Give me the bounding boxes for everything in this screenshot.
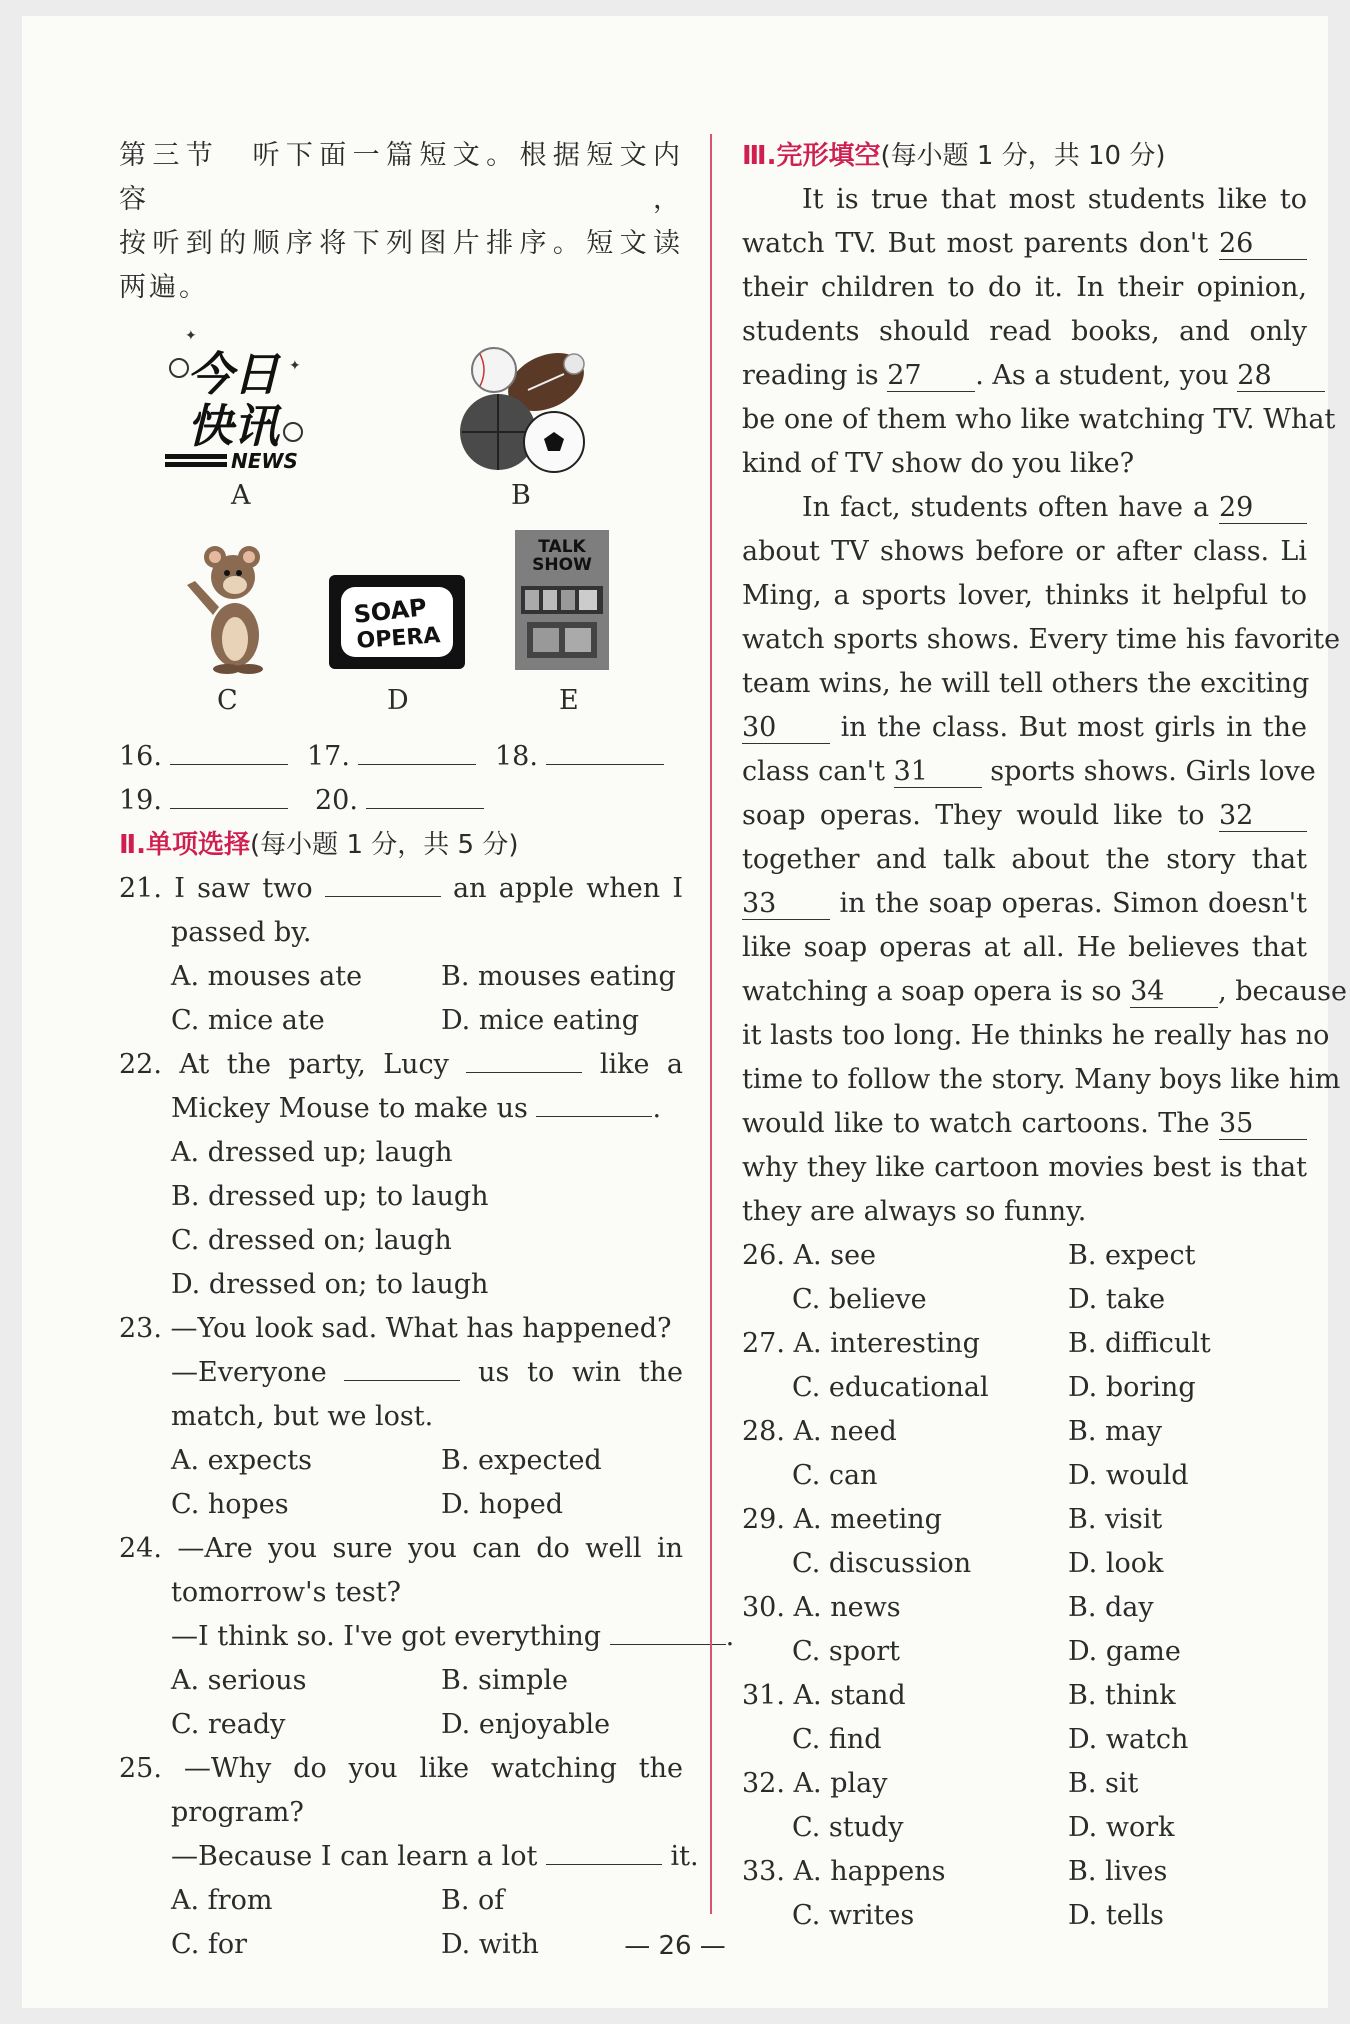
soap-text: SOAP <box>352 593 429 629</box>
option[interactable]: B. expect <box>1068 1240 1196 1271</box>
option[interactable]: D. look <box>1068 1548 1164 1579</box>
question-25: 25. —Why do you like watching the program? —Because I can learn a lot it. A. from B. of C. for D. with <box>119 1747 683 1967</box>
picture-set <box>119 330 683 735</box>
cloze-option-row: 26. A. see B. expect <box>742 1234 1307 1278</box>
picture-c-cartoon-mouse <box>177 535 277 675</box>
option[interactable]: A. expects <box>171 1445 312 1476</box>
talk-text: TALK <box>538 537 586 557</box>
option[interactable]: C. educational <box>792 1372 989 1403</box>
option[interactable]: C. writes <box>792 1900 915 1931</box>
option[interactable]: D. hoped <box>441 1489 564 1520</box>
section3-instructions <box>119 134 683 310</box>
option[interactable]: A. dressed up; laugh <box>171 1137 453 1168</box>
blank-26[interactable]: 26 <box>1219 229 1307 260</box>
sparkle-icon: ✦ <box>289 358 301 374</box>
question-23: 23. —You look sad. What has happened? —Everyone us to win the match, but we lost. A. expects B. expected C. hopes D. hoped <box>119 1307 683 1527</box>
picture-d-soap-opera <box>329 575 465 669</box>
blank-34[interactable]: 34 <box>1130 977 1218 1008</box>
blank-29[interactable]: 29 <box>1219 493 1307 524</box>
picture-label-d: D <box>387 685 409 716</box>
part2-heading: Ⅱ.单项选择(每小题 1 分，共 5 分) <box>119 830 519 860</box>
part3-heading: Ⅲ.完形填空(每小题 1 分，共 10 分) <box>742 141 1166 171</box>
picture-e-talk-show <box>515 530 609 670</box>
option[interactable]: D. boring <box>1068 1372 1196 1403</box>
option[interactable]: B. lives <box>1068 1856 1168 1887</box>
page-footer: — 26 — <box>624 1931 726 1961</box>
option[interactable]: D. would <box>1068 1460 1189 1491</box>
sparkle-icon: ✦ <box>185 330 197 344</box>
option[interactable]: D. enjoyable <box>441 1709 611 1740</box>
picture-a-news-logo <box>161 330 321 480</box>
picture-label-a: A <box>231 480 251 511</box>
show-text: SHOW <box>532 555 592 575</box>
option[interactable]: B. simple <box>441 1665 568 1696</box>
news-logo-text-2: 快讯 <box>187 399 279 453</box>
blank-32[interactable]: 32 <box>1219 801 1307 832</box>
question-21: 21. I saw two an apple when I passed by. A. mouses ate B. mouses eating C. mice ate D. mice eating <box>119 867 683 1043</box>
option[interactable]: D. mice eating <box>441 1005 640 1036</box>
option[interactable]: A. meeting <box>793 1504 942 1535</box>
clock-icon <box>284 423 302 441</box>
answer-blanks <box>119 735 683 823</box>
option[interactable]: C. mice ate <box>171 1005 325 1036</box>
option[interactable]: D. dressed on; to laugh <box>171 1269 489 1300</box>
option[interactable]: D. game <box>1068 1636 1181 1667</box>
cloze-option-row: 30. A. news B. day <box>742 1586 1307 1630</box>
question-24: 24. —Are you sure you can do well in tomorrow's test? —I think so. I've got everything . A. serious B. simple C. ready D. enjoyable <box>119 1527 683 1747</box>
option[interactable]: A. from <box>171 1885 273 1916</box>
option[interactable]: B. difficult <box>1068 1328 1211 1359</box>
opera-text: OPERA <box>355 623 442 654</box>
blank-28[interactable]: 28 <box>1237 361 1325 392</box>
right-column <box>742 134 1347 1938</box>
option[interactable]: B. sit <box>1068 1768 1139 1799</box>
tennis-ball-icon <box>564 354 584 374</box>
picture-label-b: B <box>511 480 531 511</box>
clock-icon <box>170 359 188 377</box>
option[interactable]: C. hopes <box>171 1489 289 1520</box>
left-column <box>119 134 735 1967</box>
option[interactable]: B. visit <box>1068 1504 1163 1535</box>
option[interactable]: B. expected <box>441 1445 602 1476</box>
option[interactable]: D. tells <box>1068 1900 1164 1931</box>
blank-35[interactable]: 35 <box>1219 1109 1307 1140</box>
option[interactable]: C. find <box>792 1724 882 1755</box>
option[interactable]: C. dressed on; laugh <box>171 1225 452 1256</box>
option[interactable]: B. mouses eating <box>441 961 676 992</box>
answer-blank-17[interactable]: 17. <box>307 735 495 779</box>
question-22: 22. At the party, Lucy like a Mickey Mouse to make us . A. dressed up; laugh B. dressed up; to laugh C. dressed on; laugh D. dressed on; to laugh <box>119 1043 683 1307</box>
option[interactable]: D. with <box>441 1929 539 1960</box>
option[interactable]: A. interesting <box>793 1328 980 1359</box>
cloze-option-row: 29. A. meeting B. visit <box>742 1498 1307 1542</box>
option[interactable]: D. take <box>1068 1284 1166 1315</box>
option[interactable]: A. happens <box>793 1856 946 1887</box>
cloze-passage: It is true that most students like to watch TV. But most parents don't 26 their children to do it. In their opinion, students should read books, and only reading is 27 . As a student, you 28 be one of them who like watching TV. What kind of TV show do you like? In fact, students often have a 29 about TV shows before or after class. Li Ming, a sports lover, thinks it helpful to watch sports shows. Every time his favorite team wins, he will tell others the exciting 30 in the class. But most girls in the class can't 31 sports shows. Girls love soap operas. They would like to 32 together and talk about the story that 33 in the soap operas. Simon doesn't like soap operas at all. He believes that watching a soap opera is so 34 , because it lasts too long. He thinks he really has no time to follow the story. Many boys like him would like to watch cartoons. The 35 why they like cartoon movies best is that they are always so funny. <box>742 184 1347 1227</box>
answer-blank-18[interactable]: 18. <box>495 735 683 779</box>
page-number: 26 <box>658 1931 692 1961</box>
option[interactable]: B. dressed up; to laugh <box>171 1181 489 1212</box>
cloze-options <box>742 1234 1307 1938</box>
picture-label-e: E <box>559 685 579 716</box>
option[interactable]: B. day <box>1068 1592 1154 1623</box>
option[interactable]: A. stand <box>793 1680 906 1711</box>
option[interactable]: D. watch <box>1068 1724 1189 1755</box>
option[interactable]: C. believe <box>792 1284 927 1315</box>
option[interactable]: A. see <box>793 1240 877 1271</box>
cloze-option-row: 27. A. interesting B. difficult <box>742 1322 1307 1366</box>
option[interactable]: C. ready <box>171 1709 286 1740</box>
answer-blank-20[interactable]: 20. <box>315 779 511 823</box>
instruction-line: 第三节 听下面一篇短文。根据短文内容， <box>119 140 683 215</box>
option[interactable]: D. work <box>1068 1812 1175 1843</box>
answer-blank-16[interactable]: 16. <box>119 735 307 779</box>
option[interactable]: C. sport <box>792 1636 901 1667</box>
option[interactable]: A. need <box>793 1416 897 1447</box>
instruction-line: 两遍。 <box>119 272 209 303</box>
picture-b-sports-balls <box>454 340 594 480</box>
option[interactable]: A. mouses ate <box>171 961 363 992</box>
option[interactable]: C. study <box>792 1812 904 1843</box>
cloze-option-row: 33. A. happens B. lives <box>742 1850 1307 1894</box>
option[interactable]: A. play <box>793 1768 888 1799</box>
blank-27[interactable]: 27 <box>887 361 975 392</box>
option[interactable]: B. think <box>1068 1680 1176 1711</box>
picture-label-c: C <box>217 685 238 716</box>
instruction-line: 按听到的顺序将下列图片排序。短文读 <box>119 228 683 259</box>
option[interactable]: C. discussion <box>792 1548 972 1579</box>
option[interactable]: A. news <box>793 1592 901 1623</box>
cloze-option-row: 32. A. play B. sit <box>742 1762 1307 1806</box>
blank-33[interactable]: 33 <box>742 889 830 920</box>
option[interactable]: A. serious <box>171 1665 307 1696</box>
blank-31[interactable]: 31 <box>894 757 982 788</box>
workbook-page <box>22 16 1347 2008</box>
option[interactable]: C. for <box>171 1929 248 1960</box>
option[interactable]: C. can <box>792 1460 878 1491</box>
news-label: NEWS <box>231 449 298 473</box>
option[interactable]: B. of <box>441 1885 505 1916</box>
baseball-icon <box>472 348 516 392</box>
answer-blank-19[interactable]: 19. <box>119 779 315 823</box>
column-divider <box>710 134 712 1914</box>
cloze-option-row: 31. A. stand B. think <box>742 1674 1307 1718</box>
option[interactable]: B. may <box>1068 1416 1162 1447</box>
blank-30[interactable]: 30 <box>742 713 830 744</box>
cloze-option-row: 28. A. need B. may <box>742 1410 1307 1454</box>
news-logo-text-1: 今日 <box>187 347 279 401</box>
